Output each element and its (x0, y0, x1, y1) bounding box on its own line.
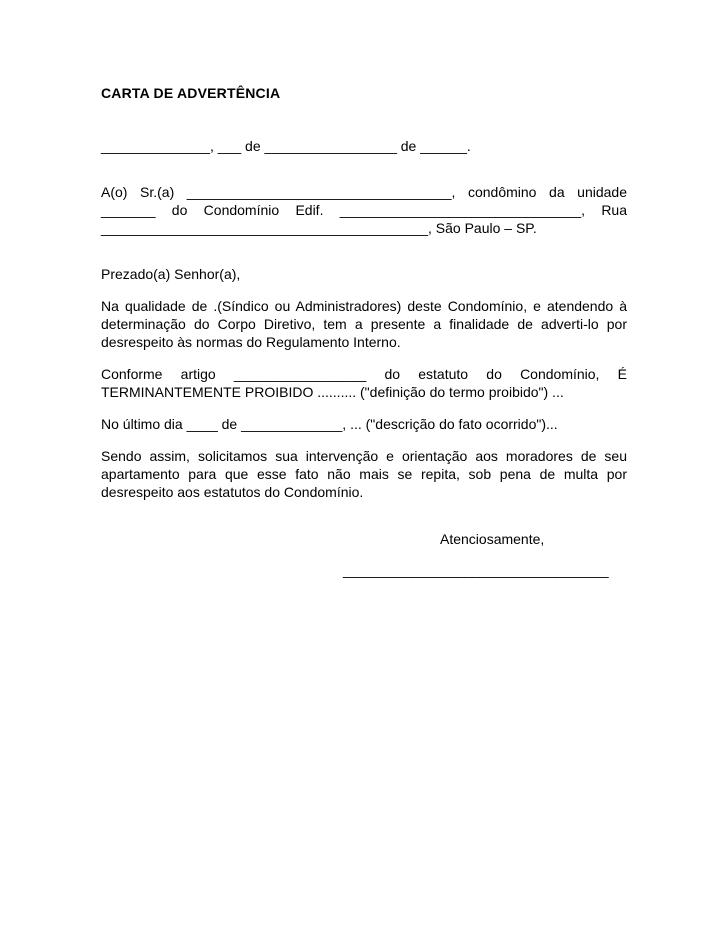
paragraph-1-line-2: determinação do Corpo Diretivo, tem a presente a finalidade de adverti-lo por (101, 316, 627, 332)
address-line-3: __________________________________________, São Paulo – SP. (101, 220, 537, 236)
closing: Atenciosamente, (440, 531, 545, 547)
date-line: ______________, ___ de _________________ de ______. (101, 138, 471, 154)
address-line-1: A(o) Sr.(a) __________________________________, condômino da unidade (101, 184, 627, 200)
document-title: CARTA DE ADVERTÊNCIA (101, 85, 281, 101)
paragraph-1-line-3: desrespeito às normas do Regulamento Interno. (101, 334, 401, 350)
signature-line: ___________________________________ (343, 562, 609, 578)
paragraph-2-line-1: Conforme artigo _________________ do estatuto do Condomínio, É (101, 366, 627, 382)
paragraph-3: No último dia ____ de _____________, ... ("descrição do fato ocorrido")... (101, 416, 558, 432)
address-line-2: _______ do Condomínio Edif. _______________________________, Rua (101, 202, 627, 218)
paragraph-1-line-1: Na qualidade de .(Síndico ou Administradores) deste Condomínio, e atendendo à (101, 298, 627, 314)
paragraph-2-line-2: TERMINANTEMENTE PROIBIDO .......... ("definição do termo proibido") ... (101, 384, 564, 400)
paragraph-4-line-3: desrespeito aos estatutos do Condomínio. (101, 484, 364, 500)
paragraph-4-line-1: Sendo assim, solicitamos sua intervenção e orientação aos moradores de seu (101, 448, 627, 464)
paragraph-4-line-2: apartamento para que esse fato não mais se repita, sob pena de multa por (101, 466, 627, 482)
greeting: Prezado(a) Senhor(a), (101, 266, 241, 282)
